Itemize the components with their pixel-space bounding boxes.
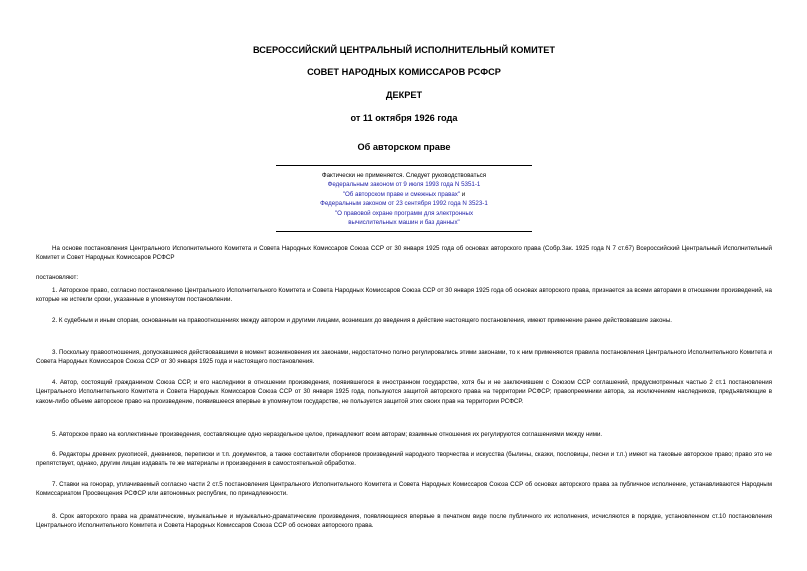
status-notice: [276, 165, 532, 232]
document-date: от 11 октября 1926 года: [350, 113, 458, 123]
document-type: ДЕКРЕТ: [385, 90, 423, 100]
link-law-3523-1[interactable]: [276, 199, 532, 227]
issuer-vtsik: ВСЕРОССИЙСКИЙ ЦЕНТРАЛЬНЫЙ ИСПОЛНИТЕЛЬНЫЙ КОМИТЕТ: [252, 45, 556, 55]
article-text: 2. К судебным и иным спорам, основанным на правоотношениях между автором и другими лицами, возникших до введения в действие настоящего постановления, имеют применение ранее действовавшие законы.: [52, 317, 672, 324]
link-law-5351-1-title: "Об авторском праве и смежных правах": [342, 190, 461, 198]
link-law-3523-1-title-1: "О правовой охране программ для электронных: [334, 209, 474, 217]
resolution-word: [36, 273, 772, 282]
link-law-3523-1-title-2: вычислительных машин и баз данных": [348, 219, 460, 227]
article-2: [36, 316, 772, 325]
article-text: 6. Редакторы древних рукописей, дневников, переписки и т.п. документов, а также составители сборников произведений народного творчества и искусства (былины, сказки, пословицы, песни и т.п.) имеют на таковые авторское право; право это не препятствует, однако, другим лицам издавать те же материалы и произведения в самостоятельной обработке.: [36, 451, 772, 468]
resolution-text: постановляют:: [36, 274, 79, 281]
article-text: 1. Авторское право, согласно постановлению Центрального Исполнительного Комитета и Совета Народных Комиссаров Союза ССР от 30 января 1925 года об основах авторского права, признается за всеми авторами в отношении произведений, на которые не истекли сроки, указанные в упомянутом постановлении.: [36, 287, 772, 304]
article-1: [36, 286, 772, 305]
article-text: 3. Поскольку правоотношения, допускавшиеся действовавшими в момент возникновения их законами, недостаточно полно регулировались этими законами, то к ним применяются правила постановления Центрального Исполнительного Комитета и Совета Народных Комиссаров Союза ССР от 30 января 1925 года и настоящего постановления.: [36, 349, 772, 366]
article-7: [36, 480, 772, 499]
preamble-text: На основе постановления Центрального Исполнительного Комитета и Совета Народных Комиссаров Союза ССР от 30 января 1925 года об основах авторского права (Собр.Зак. 1925 года N 7 ст.67) Всероссийский Центральный Исполнительный Комитет и Совет Народных Комиссаров РСФСР: [36, 245, 772, 262]
document-title: Об авторском праве: [357, 142, 451, 152]
link-law-5351-1[interactable]: [276, 180, 532, 199]
article-8: [36, 512, 772, 531]
article-5: [36, 430, 772, 439]
article-6: [36, 450, 772, 469]
notice-and: и: [460, 190, 466, 198]
article-text: 7. Ставки на гонорар, уплачиваемый согласно части 2 ст.5 постановления Центрального Исполнительного Комитета и Совета Народных Комиссаров Союза ССР об основах авторского права за публичное исполнение, устанавливаются Народным Комиссариатом Просвещения РСФСР или автономных республик, по принадлежности.: [36, 481, 772, 498]
link-law-5351-1-number: Федеральным законом от 9 июля 1993 года N 5351-1: [327, 181, 481, 189]
issuer-sovnarkom: СОВЕТ НАРОДНЫХ КОМИССАРОВ РСФСР: [307, 67, 501, 77]
link-law-3523-1-number: Федеральным законом от 23 сентября 1992 года N 3523-1: [320, 200, 488, 208]
preamble: [36, 244, 772, 263]
article-text: 5. Авторское право на коллективные произведения, составляющие одно нераздельное целое, принадлежит всем авторам; взаимные отношения их регулируются соглашениями между ними.: [52, 431, 603, 438]
article-text: 8. Срок авторского права на драматические, музыкальные и музыкально-драматические произведения, появляющиеся впервые в печатном виде после публичного их исполнения, исчисляются в порядке, установленном ст.10 постановления Центрального Исполнительного Комитета и Совета Народных Комиссаров Союза ССР об основах авторского права.: [36, 513, 772, 530]
notice-text: Фактически не применяется. Следует руководствоваться: [321, 172, 487, 179]
article-text: 4. Автор, состоящий гражданином Союза ССР, и его наследники в отношении произведения, появившегося в иностранном государстве, хотя бы и не заключившем с Союзом ССР соглашений, предусмотренных частью 2 ст.1 постановления Центрального Исполнительного Комитета и Совета Народных Комиссаров Союза ССР от 30 января 1925 года, пользуются защитой авторского права на территории РСФСР; правопреемники автора, за исключением наследников, предъявляющие в каком-либо объеме авторское право на произведение, появившееся впервые в упомянутом государстве, не пользуется защитой этих своих прав на территории РСФСР.: [36, 379, 772, 405]
article-3: [36, 348, 772, 367]
article-4: [36, 378, 772, 406]
